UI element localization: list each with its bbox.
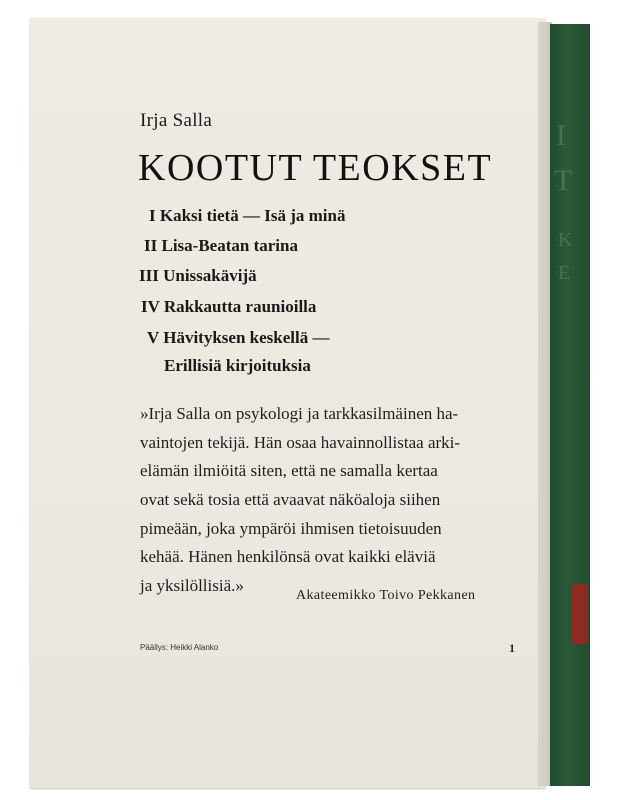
- work-item-2: II Lisa-Beatan tarina: [144, 236, 298, 255]
- quote-line: ovat sekä tosia että avaavat näköaloja siihen: [140, 490, 441, 510]
- dust-jacket-back: [30, 18, 546, 788]
- quote-line: kehää. Hänen henkilönsä ovat kaikki eläviä: [140, 547, 436, 567]
- book-back-cover: [30, 18, 592, 788]
- work-item-5-continued: Erillisiä kirjoituksia: [164, 356, 311, 375]
- collection-title: KOOTUT TEOKSET: [138, 147, 493, 189]
- spine-lettering-decoration: T: [554, 164, 573, 197]
- review-quote: [140, 400, 518, 601]
- page-number: 1: [509, 641, 515, 655]
- quote-attribution: Akateemikko Toivo Pekkanen: [296, 588, 476, 603]
- cover-design-credit: Päällys: Heikki Alanko: [140, 643, 219, 652]
- book-spine: [550, 24, 590, 786]
- spine-lettering-decoration: K: [558, 229, 573, 251]
- work-item-1: I Kaksi tietä — Isä ja minä: [149, 206, 346, 225]
- work-item-5: V Hävityksen keskellä —: [147, 328, 330, 347]
- quote-line: vaintojen tekijä. Hän osaa havainnollistaa arki-: [140, 432, 461, 452]
- work-item-3: III Unissakävijä: [139, 266, 257, 285]
- spine-lettering-decoration: E: [558, 262, 571, 284]
- quote-line: elämän ilmiöitä siten, että ne samalla kertaa: [140, 461, 438, 481]
- quote-line: »Irja Salla on psykologi ja tarkkasilmäinen ha-: [140, 404, 459, 423]
- spine-lettering-decoration: I: [556, 119, 566, 152]
- work-item-4: IV Rakkautta raunioilla: [141, 297, 317, 316]
- author-name: Irja Salla: [140, 110, 213, 131]
- quote-line: ja yksilöllisiä.»: [140, 576, 244, 596]
- quote-line: pimeään, joka ympäröi ihmisen tietoisuuden: [140, 518, 442, 538]
- spine-label-tag: [572, 584, 588, 644]
